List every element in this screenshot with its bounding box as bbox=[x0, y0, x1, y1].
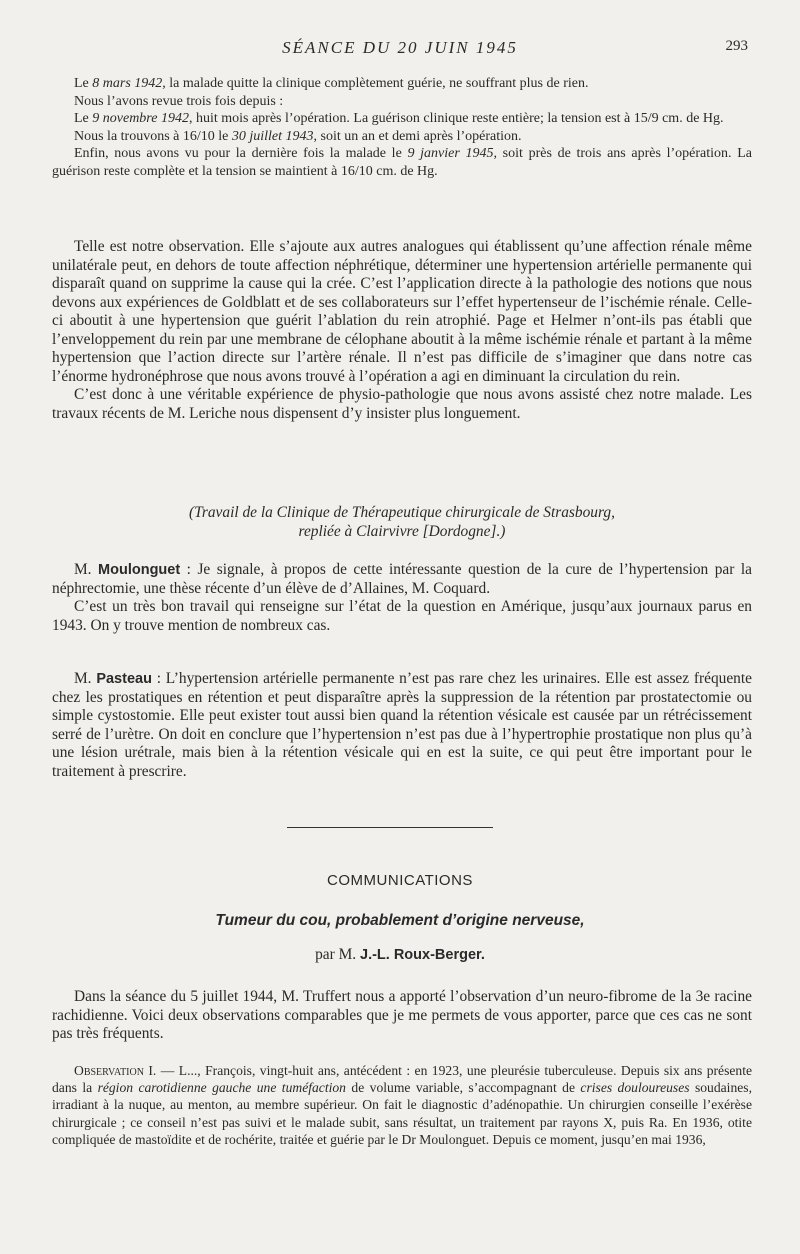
case-followup bbox=[52, 75, 752, 180]
speaker-name: Pasteau bbox=[96, 671, 152, 687]
page-number: 293 bbox=[725, 38, 748, 54]
speaker-name: Moulonguet bbox=[98, 562, 181, 578]
observation-label: Observation I. bbox=[74, 1063, 157, 1078]
observation-one bbox=[52, 1062, 752, 1148]
remark-paragraph: M. Moulonguet : Je signale, à propos de cette intéressante question de la cure de l’hypertension par la néphrectomie, une thèse récente d’un élève de d’Allaines, M. Coquard. bbox=[52, 561, 752, 597]
pasteau-remark bbox=[52, 670, 752, 781]
followup-paragraph: Le 8 mars 1942, la malade quitte la clinique complètement guérie, ne souffrant plus de rien. bbox=[74, 76, 589, 91]
article-paragraph: Dans la séance du 5 juillet 1944, M. Truffert nous a apporté l’observation d’un neuro-fibrome de la 3e racine rachidienne. Voici deux observations comparables que je me permets de vous apporter, parce que ces cas ne sont pas très fréquents. bbox=[52, 988, 752, 1042]
article-title: Tumeur du cou, probablement d’origine nerveuse, bbox=[215, 912, 585, 929]
page-header bbox=[50, 38, 750, 62]
moulonguet-remark bbox=[52, 561, 752, 635]
institution-credit: (Travail de la Clinique de Thérapeutique chirurgicale de Strasbourg, repliée à Clairvivre [Dordogne].) bbox=[189, 504, 615, 540]
remark-paragraph: C’est un très bon travail qui renseigne sur l’état de la question en Amérique, jusqu’aux journaux parus en 1943. On y trouve mention de nombreux cas. bbox=[52, 598, 752, 634]
running-title: SÉANCE DU 20 JUIN 1945 bbox=[282, 38, 518, 57]
discussion bbox=[52, 238, 752, 423]
remark-paragraph: M. Pasteau : L’hypertension artérielle permanente n’est pas rare chez les urinaires. Elle est assez fréquente chez les prostatiques en rétention et peut disparaître après la suppression de la rétention par prostatectomie ou simple cystostomie. Elle peut exister tout aussi bien quand la rétention vésicale est causée par un rétrécissement serré de l’urètre. On doit en conclure que l’hypertension n’est pas due à l’hypertrophie prostatique non plus qu’à une lésion urétrale, mais bien à la rétention vésicale qui en est la suite, ce qui peut être important pour le traitement à prescrire. bbox=[52, 670, 752, 780]
discussion-paragraph: C’est donc à une véritable expérience de physio-pathologie que nous avons assisté chez notre malade. Les travaux récents de M. Leriche nous dispensent d’y insister plus longuement. bbox=[52, 386, 752, 422]
followup-paragraph: Le 9 novembre 1942, huit mois après l’opération. La guérison clinique reste entière; la tension est à 15/9 cm. de Hg. bbox=[74, 111, 724, 126]
observation-paragraph: Observation I. — L..., François, vingt-huit ans, antécédent : en 1923, une pleurésie tuberculeuse. Depuis six ans présente dans la région carotidienne gauche une tuméfaction de volume variable, s’accompagnant de crises douloureuses soudaines, irradiant à la nuque, au menton, au membre supérieur. On fait le diagnostic d’adénopathie. Un chirurgien conseille l’exérèse chirurgicale ; ce conseil n’est pas suivi et le malade subit, sans résultat, un traitement par rayons X, puis Ra. En 1936, otite compliquée de mastoïdite et de rochérite, traitée et guérie par le Dr Moulonguet. Depuis ce moment, jusqu’en mai 1936, bbox=[52, 1063, 753, 1147]
followup-paragraph: Nous la trouvons à 16/10 le 30 juillet 1943, soit un an et demi après l’opération. bbox=[74, 128, 522, 144]
section-divider bbox=[287, 827, 493, 828]
followup-paragraph: Nous l’avons revue trois fois depuis : bbox=[74, 93, 284, 109]
article-byline: par M. J.-L. Roux-Berger. bbox=[315, 946, 485, 963]
article-intro bbox=[52, 988, 752, 1044]
discussion-paragraph: Telle est notre observation. Elle s’ajoute aux autres analogues qui établissent qu’une affection rénale même unilatérale peut, en dehors de toute affection néphrétique, déterminer une hypertension artérielle permanente qui disparaît quand on supprime la cause qui la crée. C’est l’application directe à la pathologie des notions que nous devons aux expériences de Goldblatt et de ses collaborateurs sur l’effet hypertenseur de l’ischémie rénale. Celle-ci aboutit à une hypertension que guérit l’ablation du rein atrophié. Page et Helmer n’ont-ils pas établi que l’enveloppement du rein par une membrane de célophane aboutit à la même ischémie rénale et partant à la même hypertension que l’action directe sur l’artère rénale. Il n’est pas difficile de s’imaginer que dans notre cas l’énorme hydronéphrose que nous avons trouvé à l’opération a agi en diminuant la circulation du rein. bbox=[52, 238, 752, 385]
followup-paragraph: Enfin, nous avons vu pour la dernière fois la malade le 9 janvier 1945, soit près de trois ans après l’opération. La guérison reste complète et la tension se maintient à 16/10 cm. de Hg. bbox=[52, 146, 753, 179]
section-heading: COMMUNICATIONS bbox=[327, 872, 473, 889]
author-name: J.-L. Roux-Berger. bbox=[360, 947, 485, 963]
